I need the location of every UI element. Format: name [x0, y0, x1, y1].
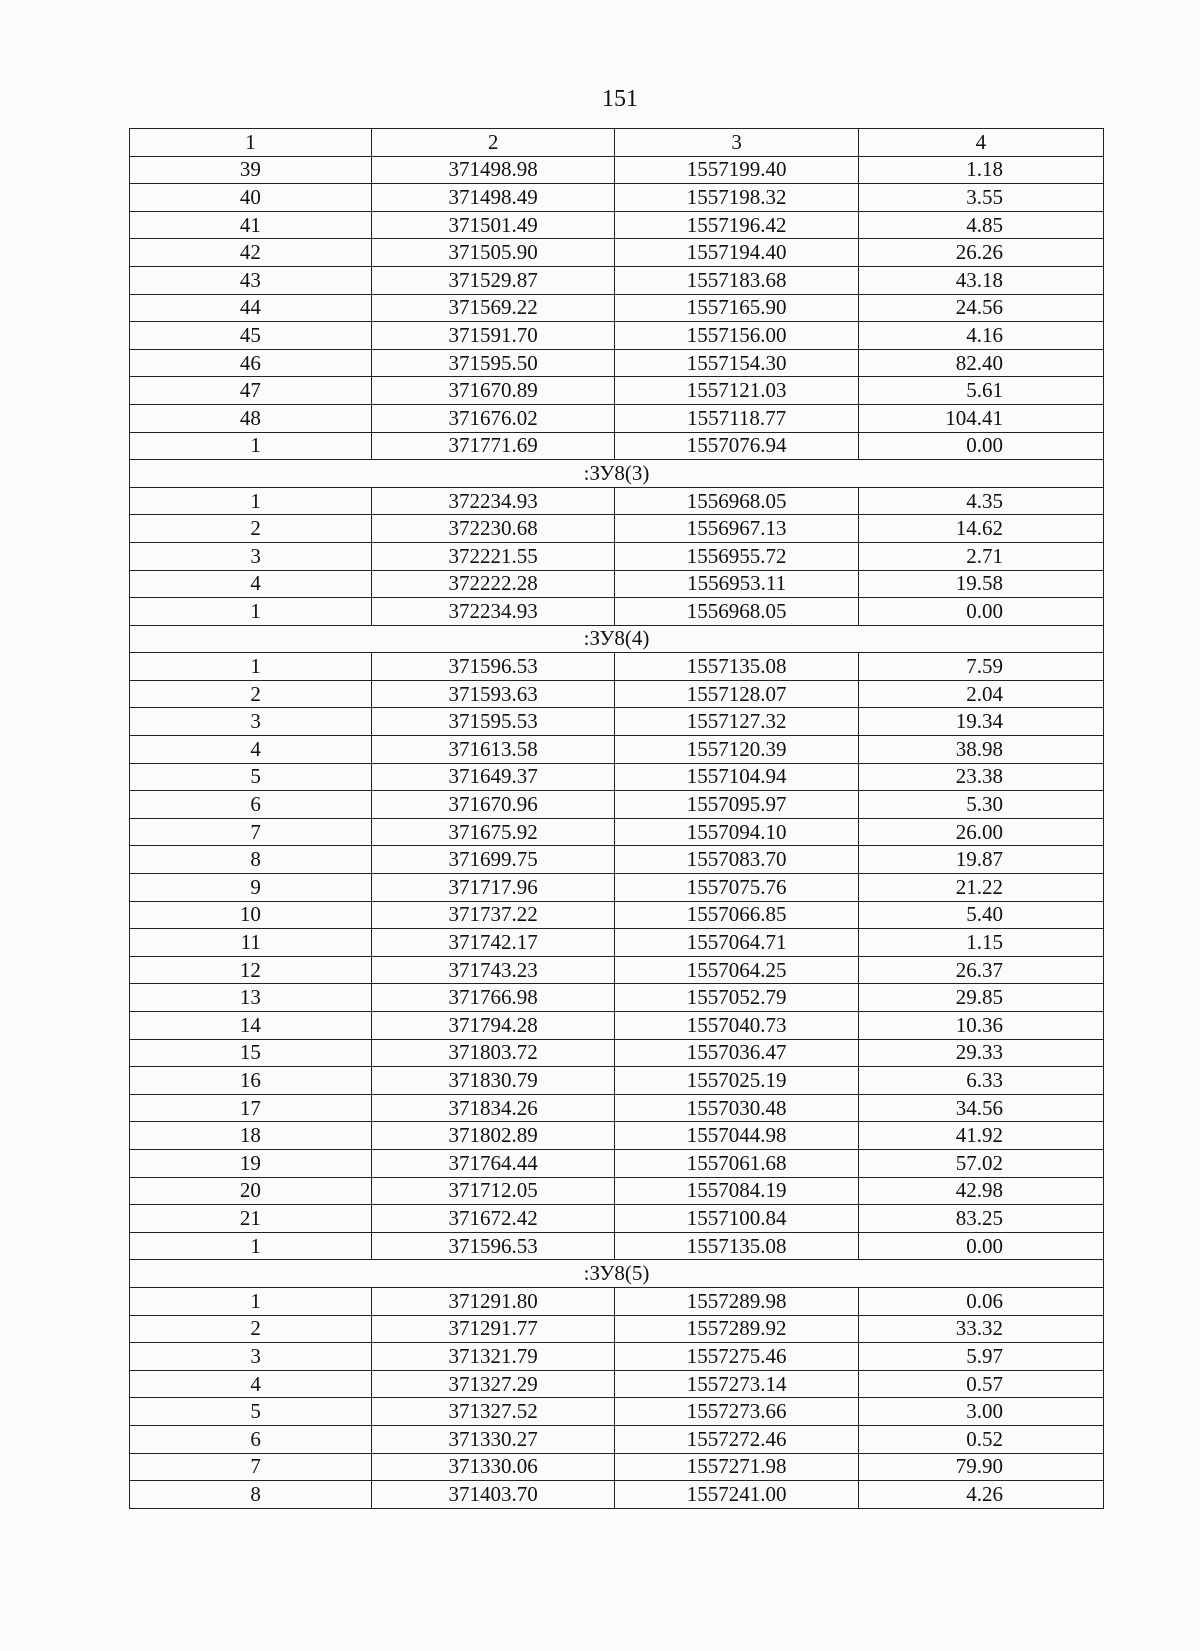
point-number-cell: 20	[130, 1177, 372, 1205]
distance-cell: 5.61	[858, 377, 1103, 405]
x-coordinate-cell: 371330.06	[371, 1453, 614, 1481]
y-coordinate-cell: 1557083.70	[615, 846, 859, 874]
point-number-cell: 14	[130, 1012, 372, 1040]
table-row	[130, 1122, 1104, 1150]
x-coordinate-cell: 372234.93	[371, 598, 614, 626]
table-row	[130, 432, 1104, 460]
table-row	[130, 1481, 1104, 1509]
y-coordinate-cell: 1557061.68	[615, 1149, 859, 1177]
table-row	[130, 1177, 1104, 1205]
table-row	[130, 763, 1104, 791]
point-number-cell: 5	[130, 1398, 372, 1426]
table-body	[130, 156, 1104, 1508]
point-number-cell: 2	[130, 680, 372, 708]
point-number-cell: 5	[130, 763, 372, 791]
x-coordinate-cell: 371670.96	[371, 791, 614, 819]
point-number-cell: 2	[130, 1315, 372, 1343]
x-coordinate-cell: 371712.05	[371, 1177, 614, 1205]
table-row	[130, 1370, 1104, 1398]
x-coordinate-cell: 371593.63	[371, 680, 614, 708]
point-number-cell: 6	[130, 791, 372, 819]
table-row	[130, 1398, 1104, 1426]
distance-cell: 5.97	[858, 1343, 1103, 1371]
table-row	[130, 377, 1104, 405]
table-row	[130, 901, 1104, 929]
distance-cell: 24.56	[858, 294, 1103, 322]
y-coordinate-cell: 1557198.32	[615, 184, 859, 212]
x-coordinate-cell: 371672.42	[371, 1205, 614, 1233]
y-coordinate-cell: 1557165.90	[615, 294, 859, 322]
distance-cell: 0.00	[858, 432, 1103, 460]
y-coordinate-cell: 1557052.79	[615, 984, 859, 1012]
x-coordinate-cell: 371649.37	[371, 763, 614, 791]
distance-cell: 41.92	[858, 1122, 1103, 1150]
point-number-cell: 8	[130, 846, 372, 874]
column-header-2: 2	[371, 129, 614, 157]
x-coordinate-cell: 371330.27	[371, 1425, 614, 1453]
distance-cell: 33.32	[858, 1315, 1103, 1343]
distance-cell: 5.30	[858, 791, 1103, 819]
distance-cell: 19.58	[858, 570, 1103, 598]
point-number-cell: 2	[130, 515, 372, 543]
section-label: :ЗУ8(3)	[130, 460, 1104, 488]
table-row	[130, 570, 1104, 598]
distance-cell: 29.33	[858, 1039, 1103, 1067]
distance-cell: 5.40	[858, 901, 1103, 929]
y-coordinate-cell: 1557076.94	[615, 432, 859, 460]
y-coordinate-cell: 1557154.30	[615, 349, 859, 377]
y-coordinate-cell: 1557120.39	[615, 736, 859, 764]
distance-cell: 104.41	[858, 404, 1103, 432]
point-number-cell: 4	[130, 1370, 372, 1398]
point-number-cell: 44	[130, 294, 372, 322]
point-number-cell: 45	[130, 322, 372, 350]
x-coordinate-cell: 371595.50	[371, 349, 614, 377]
table-row	[130, 956, 1104, 984]
distance-cell: 3.00	[858, 1398, 1103, 1426]
x-coordinate-cell: 371596.53	[371, 653, 614, 681]
table-row	[130, 818, 1104, 846]
y-coordinate-cell: 1557084.19	[615, 1177, 859, 1205]
x-coordinate-cell: 371595.53	[371, 708, 614, 736]
point-number-cell: 39	[130, 156, 372, 184]
x-coordinate-cell: 371699.75	[371, 846, 614, 874]
x-coordinate-cell: 371803.72	[371, 1039, 614, 1067]
y-coordinate-cell: 1557040.73	[615, 1012, 859, 1040]
distance-cell: 3.55	[858, 184, 1103, 212]
point-number-cell: 7	[130, 1453, 372, 1481]
distance-cell: 38.98	[858, 736, 1103, 764]
distance-cell: 7.59	[858, 653, 1103, 681]
point-number-cell: 17	[130, 1094, 372, 1122]
y-coordinate-cell: 1557025.19	[615, 1067, 859, 1095]
y-coordinate-cell: 1557036.47	[615, 1039, 859, 1067]
distance-cell: 26.37	[858, 956, 1103, 984]
section-header-row	[130, 625, 1104, 653]
y-coordinate-cell: 1557100.84	[615, 1205, 859, 1233]
section-label: :ЗУ8(4)	[130, 625, 1104, 653]
x-coordinate-cell: 371591.70	[371, 322, 614, 350]
point-number-cell: 41	[130, 211, 372, 239]
point-number-cell: 12	[130, 956, 372, 984]
x-coordinate-cell: 371498.49	[371, 184, 614, 212]
x-coordinate-cell: 371834.26	[371, 1094, 614, 1122]
y-coordinate-cell: 1557075.76	[615, 874, 859, 902]
x-coordinate-cell: 371291.80	[371, 1287, 614, 1315]
x-coordinate-cell: 371327.52	[371, 1398, 614, 1426]
y-coordinate-cell: 1557128.07	[615, 680, 859, 708]
column-header-4: 4	[858, 129, 1103, 157]
table-row	[130, 404, 1104, 432]
y-coordinate-cell: 1556968.05	[615, 487, 859, 515]
y-coordinate-cell: 1557118.77	[615, 404, 859, 432]
point-number-cell: 3	[130, 708, 372, 736]
x-coordinate-cell: 371670.89	[371, 377, 614, 405]
column-header-3: 3	[615, 129, 859, 157]
y-coordinate-cell: 1556968.05	[615, 598, 859, 626]
table-row	[130, 598, 1104, 626]
table-row	[130, 294, 1104, 322]
section-header-row	[130, 460, 1104, 488]
table-row	[130, 984, 1104, 1012]
y-coordinate-cell: 1557135.08	[615, 653, 859, 681]
y-coordinate-cell: 1557095.97	[615, 791, 859, 819]
x-coordinate-cell: 371569.22	[371, 294, 614, 322]
distance-cell: 34.56	[858, 1094, 1103, 1122]
y-coordinate-cell: 1557275.46	[615, 1343, 859, 1371]
distance-cell: 43.18	[858, 266, 1103, 294]
table-row	[130, 874, 1104, 902]
distance-cell: 42.98	[858, 1177, 1103, 1205]
point-number-cell: 48	[130, 404, 372, 432]
distance-cell: 2.71	[858, 542, 1103, 570]
distance-cell: 0.06	[858, 1287, 1103, 1315]
y-coordinate-cell: 1557273.14	[615, 1370, 859, 1398]
y-coordinate-cell: 1557271.98	[615, 1453, 859, 1481]
section-label: :ЗУ8(5)	[130, 1260, 1104, 1288]
x-coordinate-cell: 371505.90	[371, 239, 614, 267]
table-row	[130, 1094, 1104, 1122]
distance-cell: 29.85	[858, 984, 1103, 1012]
point-number-cell: 3	[130, 1343, 372, 1371]
x-coordinate-cell: 371498.98	[371, 156, 614, 184]
distance-cell: 2.04	[858, 680, 1103, 708]
point-number-cell: 15	[130, 1039, 372, 1067]
distance-cell: 26.26	[858, 239, 1103, 267]
distance-cell: 83.25	[858, 1205, 1103, 1233]
x-coordinate-cell: 371675.92	[371, 818, 614, 846]
distance-cell: 4.26	[858, 1481, 1103, 1509]
x-coordinate-cell: 372221.55	[371, 542, 614, 570]
y-coordinate-cell: 1557127.32	[615, 708, 859, 736]
distance-cell: 82.40	[858, 349, 1103, 377]
point-number-cell: 43	[130, 266, 372, 294]
table-row	[130, 1425, 1104, 1453]
x-coordinate-cell: 371403.70	[371, 1481, 614, 1509]
section-header-row	[130, 1260, 1104, 1288]
y-coordinate-cell: 1557066.85	[615, 901, 859, 929]
table-row	[130, 1205, 1104, 1233]
y-coordinate-cell: 1557064.71	[615, 929, 859, 957]
column-header-1: 1	[130, 129, 372, 157]
x-coordinate-cell: 371764.44	[371, 1149, 614, 1177]
point-number-cell: 19	[130, 1149, 372, 1177]
table-row	[130, 1287, 1104, 1315]
y-coordinate-cell: 1557183.68	[615, 266, 859, 294]
distance-cell: 1.15	[858, 929, 1103, 957]
table-row	[130, 156, 1104, 184]
table-row	[130, 1453, 1104, 1481]
point-number-cell: 42	[130, 239, 372, 267]
table-row	[130, 929, 1104, 957]
point-number-cell: 21	[130, 1205, 372, 1233]
distance-cell: 21.22	[858, 874, 1103, 902]
point-number-cell: 3	[130, 542, 372, 570]
point-number-cell: 1	[130, 653, 372, 681]
point-number-cell: 1	[130, 432, 372, 460]
page-number: 151	[602, 86, 638, 112]
distance-cell: 10.36	[858, 1012, 1103, 1040]
y-coordinate-cell: 1557044.98	[615, 1122, 859, 1150]
distance-cell: 14.62	[858, 515, 1103, 543]
y-coordinate-cell: 1557104.94	[615, 763, 859, 791]
point-number-cell: 47	[130, 377, 372, 405]
point-number-cell: 4	[130, 570, 372, 598]
x-coordinate-cell: 371291.77	[371, 1315, 614, 1343]
distance-cell: 4.85	[858, 211, 1103, 239]
table-row	[130, 349, 1104, 377]
x-coordinate-cell: 371676.02	[371, 404, 614, 432]
table-row	[130, 487, 1104, 515]
table-row	[130, 211, 1104, 239]
point-number-cell: 1	[130, 1232, 372, 1260]
distance-cell: 4.35	[858, 487, 1103, 515]
distance-cell: 19.87	[858, 846, 1103, 874]
distance-cell: 57.02	[858, 1149, 1103, 1177]
x-coordinate-cell: 372222.28	[371, 570, 614, 598]
point-number-cell: 9	[130, 874, 372, 902]
distance-cell: 0.00	[858, 1232, 1103, 1260]
point-number-cell: 18	[130, 1122, 372, 1150]
y-coordinate-cell: 1557289.98	[615, 1287, 859, 1315]
point-number-cell: 10	[130, 901, 372, 929]
y-coordinate-cell: 1557064.25	[615, 956, 859, 984]
y-coordinate-cell: 1556955.72	[615, 542, 859, 570]
x-coordinate-cell: 371529.87	[371, 266, 614, 294]
y-coordinate-cell: 1557272.46	[615, 1425, 859, 1453]
point-number-cell: 1	[130, 487, 372, 515]
distance-cell: 26.00	[858, 818, 1103, 846]
table-row	[130, 708, 1104, 736]
x-coordinate-cell: 371742.17	[371, 929, 614, 957]
point-number-cell: 16	[130, 1067, 372, 1095]
table-row	[130, 1232, 1104, 1260]
table-row	[130, 322, 1104, 350]
y-coordinate-cell: 1557196.42	[615, 211, 859, 239]
y-coordinate-cell: 1557030.48	[615, 1094, 859, 1122]
point-number-cell: 1	[130, 598, 372, 626]
x-coordinate-cell: 372230.68	[371, 515, 614, 543]
table-row	[130, 1149, 1104, 1177]
table-row	[130, 266, 1104, 294]
y-coordinate-cell: 1557094.10	[615, 818, 859, 846]
x-coordinate-cell: 371794.28	[371, 1012, 614, 1040]
table-row	[130, 1012, 1104, 1040]
y-coordinate-cell: 1557135.08	[615, 1232, 859, 1260]
point-number-cell: 13	[130, 984, 372, 1012]
distance-cell: 4.16	[858, 322, 1103, 350]
x-coordinate-cell: 371766.98	[371, 984, 614, 1012]
table-row	[130, 1039, 1104, 1067]
x-coordinate-cell: 371321.79	[371, 1343, 614, 1371]
y-coordinate-cell: 1556953.11	[615, 570, 859, 598]
distance-cell: 79.90	[858, 1453, 1103, 1481]
table-row	[130, 846, 1104, 874]
point-number-cell: 7	[130, 818, 372, 846]
table-row	[130, 542, 1104, 570]
y-coordinate-cell: 1557121.03	[615, 377, 859, 405]
table-row	[130, 184, 1104, 212]
y-coordinate-cell: 1557156.00	[615, 322, 859, 350]
table-row	[130, 1343, 1104, 1371]
table-row	[130, 239, 1104, 267]
table-row	[130, 1315, 1104, 1343]
y-coordinate-cell: 1557194.40	[615, 239, 859, 267]
x-coordinate-cell: 371327.29	[371, 1370, 614, 1398]
point-number-cell: 40	[130, 184, 372, 212]
point-number-cell: 11	[130, 929, 372, 957]
distance-cell: 0.57	[858, 1370, 1103, 1398]
point-number-cell: 46	[130, 349, 372, 377]
x-coordinate-cell: 371596.53	[371, 1232, 614, 1260]
table-row	[130, 736, 1104, 764]
y-coordinate-cell: 1557289.92	[615, 1315, 859, 1343]
y-coordinate-cell: 1556967.13	[615, 515, 859, 543]
coordinates-table	[129, 128, 1104, 1509]
point-number-cell: 1	[130, 1287, 372, 1315]
distance-cell: 0.00	[858, 598, 1103, 626]
distance-cell: 19.34	[858, 708, 1103, 736]
x-coordinate-cell: 371771.69	[371, 432, 614, 460]
x-coordinate-cell: 371830.79	[371, 1067, 614, 1095]
y-coordinate-cell: 1557241.00	[615, 1481, 859, 1509]
distance-cell: 23.38	[858, 763, 1103, 791]
table-row	[130, 791, 1104, 819]
x-coordinate-cell: 371743.23	[371, 956, 614, 984]
distance-cell: 0.52	[858, 1425, 1103, 1453]
point-number-cell: 8	[130, 1481, 372, 1509]
x-coordinate-cell: 371737.22	[371, 901, 614, 929]
distance-cell: 6.33	[858, 1067, 1103, 1095]
y-coordinate-cell: 1557199.40	[615, 156, 859, 184]
distance-cell: 1.18	[858, 156, 1103, 184]
x-coordinate-cell: 371501.49	[371, 211, 614, 239]
x-coordinate-cell: 371717.96	[371, 874, 614, 902]
x-coordinate-cell: 371613.58	[371, 736, 614, 764]
x-coordinate-cell: 372234.93	[371, 487, 614, 515]
table-row	[130, 653, 1104, 681]
point-number-cell: 6	[130, 1425, 372, 1453]
table-header-row	[130, 129, 1104, 157]
table-row	[130, 515, 1104, 543]
table-row	[130, 1067, 1104, 1095]
table-row	[130, 680, 1104, 708]
x-coordinate-cell: 371802.89	[371, 1122, 614, 1150]
point-number-cell: 4	[130, 736, 372, 764]
y-coordinate-cell: 1557273.66	[615, 1398, 859, 1426]
